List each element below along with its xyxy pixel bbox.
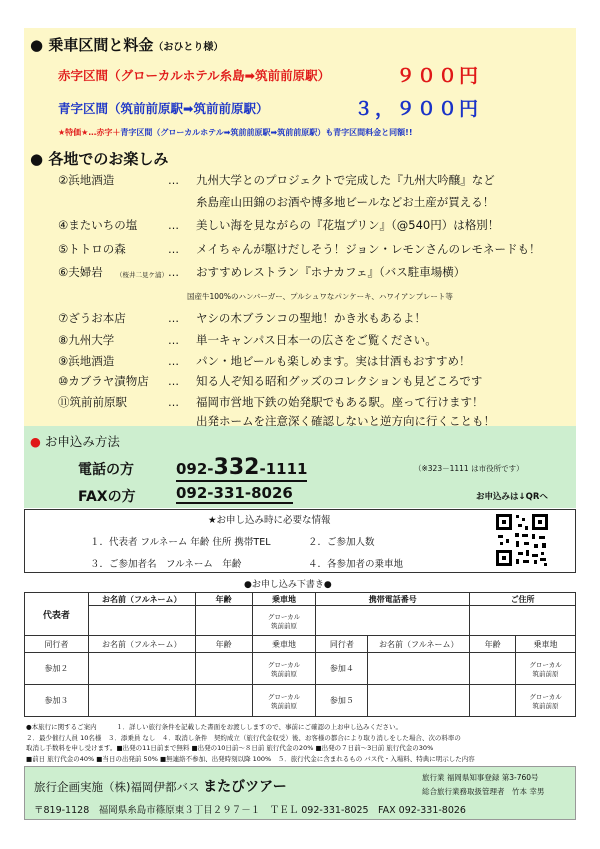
- special-note: ★特価★…赤字＋青字区間（グローカルホテル➡筑前前原駅➡筑前前原駅）も青字区間料金と同額!!: [58, 128, 413, 137]
- companion-stop-h: 乗車地: [252, 636, 316, 653]
- p2-stop: グローカル 筑前前原: [252, 653, 316, 685]
- fax-number[interactable]: 092-331-8026: [176, 484, 293, 502]
- p5-stop: グローカル 筑前前原: [516, 685, 576, 717]
- info-title: ★お申し込み時に必要な情報: [208, 515, 331, 526]
- spot-row: [58, 373, 482, 389]
- spot-desc: ヤシの木ブランコの聖地！かき氷もあるよ！: [196, 311, 426, 325]
- rep-addr-cell[interactable]: [470, 606, 576, 636]
- spot-desc: 九州大学とのプロジェクトで完成した『九州大吟醸』など: [196, 173, 495, 187]
- footer-address: 〒819-1128 福岡県糸島市篠原東３丁目２９７－１ ＴＥＬ 092-331-8025 FAX 092-331-8026: [34, 805, 466, 816]
- spot-dots: …: [168, 334, 179, 347]
- spot-desc: 糸島産山田錦のお酒や博多地ビールなどお土産が買える！: [196, 195, 495, 209]
- spot-name: ⑦ざうお本店: [58, 311, 126, 325]
- meoto-sub: （桜井二見ケ浦）: [116, 271, 168, 279]
- spot-dots: …: [168, 219, 179, 232]
- spot-name: ⑨浜地酒造: [58, 354, 115, 368]
- red-route: 赤字区間（グローカルホテル糸島➡筑前前原駅）: [58, 68, 331, 83]
- terms-4: ■前日 旅行代金の40% ■当日の出発前 50% ■無連絡不参加、出発時刻以降 100% ５．旅行代金に含まれるもの バス代・入場料、特典に明示した内容: [26, 754, 475, 763]
- spot-dots: …: [168, 243, 179, 256]
- footer-reg2: 総合旅行業務取扱管理者 竹本 幸男: [422, 787, 545, 796]
- terms-3: 取消し手数料を申し受けます。■出発の11日前まで無料 ■出発の10日前～８日前 旅行代金の20% ■出発の７日前～3日前 旅行代金の30%: [26, 744, 434, 752]
- p4-label: 参加４: [316, 653, 368, 685]
- spot-desc: パン・地ビールも楽しめます。実は甘酒もおすすめ！: [196, 354, 471, 368]
- companion-label-2: 同行者: [316, 636, 368, 653]
- terms: [26, 722, 576, 764]
- h-name: お名前（フルネーム）: [88, 593, 195, 606]
- h-stop: 乗車地: [252, 593, 316, 606]
- companion-name-h: お名前（フルネーム）: [88, 636, 195, 653]
- red-price: ９００円: [396, 65, 481, 87]
- spot-dots: …: [168, 375, 179, 388]
- rep-age-cell[interactable]: [195, 606, 252, 636]
- spot-name: ⑩カブラヤ漬物店: [58, 374, 149, 388]
- application-form: [24, 592, 576, 717]
- p5-name[interactable]: [368, 685, 470, 717]
- terms-2: ２．最少催行人員 10名様 ３．添乗員 なし ４．取消し条件 契約成立（旅行代金収受）後、お客様の都合により取り消しをした場合、次の料率の: [26, 733, 461, 742]
- footer-reg1: 旅行業 福岡県知事登録 第3-760号: [422, 773, 539, 782]
- p2-label: 参加２: [25, 653, 89, 685]
- honacafe-sub: 国産牛100%のハンバーガー、プルシュワなパンケーキ、ハワイアンプレート等: [187, 292, 453, 301]
- fare-heading: ● 乗車区間と料金（おひとり様）: [30, 36, 224, 54]
- fax-label: FAXの方: [78, 489, 136, 505]
- spots-heading: ● 各地でのお楽しみ: [30, 150, 169, 168]
- h-tel: 携帯電話番号: [316, 593, 470, 606]
- rep-label: 代表者: [25, 593, 89, 636]
- spot-name: ②浜地酒造: [58, 173, 115, 187]
- h-addr: ご住所: [470, 593, 576, 606]
- spot-dots: …: [168, 396, 179, 409]
- rep-tel-cell[interactable]: [316, 606, 470, 636]
- spot-desc: 知る人ぞ知る昭和グッズのコレクションも見どころです: [196, 374, 483, 388]
- p3-name[interactable]: [88, 685, 195, 717]
- spot-dots: …: [168, 355, 179, 368]
- blue-route: 青字区間（筑前前原駅➡筑前前原駅）: [58, 101, 269, 116]
- spot-desc: メイちゃんが駆けだしそう！ジョン・レモンさんのレモネードも！: [196, 242, 541, 256]
- p4-age[interactable]: [470, 653, 516, 685]
- spot-row: [58, 217, 499, 233]
- spot-row: [58, 413, 495, 429]
- spot-dots: …: [168, 312, 179, 325]
- spot-name: ⑧九州大学: [58, 333, 115, 347]
- spot-row: [58, 394, 484, 410]
- qr-code-icon[interactable]: [494, 512, 550, 568]
- spot-name: ⑥夫婦岩: [58, 265, 103, 279]
- qr-note: お申込みは↓QRへ: [476, 492, 548, 502]
- form-title: ●お申し込み下書き●: [244, 580, 332, 590]
- p2-name[interactable]: [88, 653, 195, 685]
- rep-name-cell[interactable]: [88, 606, 195, 636]
- h-age: 年齢: [195, 593, 252, 606]
- spot-row: [58, 332, 437, 348]
- rep-stop-cell: グローカル 筑前前原: [252, 606, 316, 636]
- blue-price: ３，９００円: [354, 98, 481, 120]
- spot-name: ④またいちの塩: [58, 218, 138, 232]
- spot-desc: 出発ホームを注意深く確認しないと逆方向に行くことも！: [196, 414, 495, 428]
- tel-note: （※323－1111 は市役所です）: [414, 464, 524, 473]
- p5-label: 参加５: [316, 685, 368, 717]
- spot-name: ⑤トトロの森: [58, 242, 126, 256]
- companion-stop-h-2: 乗車地: [516, 636, 576, 653]
- footer-brand: またびツアー: [203, 779, 287, 795]
- p3-stop: グローカル 筑前前原: [252, 685, 316, 717]
- spot-desc: おすすめレストラン『ホナカフェ』（バス駐車場横）: [196, 265, 466, 279]
- spot-row: [58, 353, 471, 369]
- companion-age-h: 年齢: [195, 636, 252, 653]
- p5-age[interactable]: [470, 685, 516, 717]
- spot-dots: …: [168, 174, 179, 187]
- spot-row: [58, 172, 495, 188]
- spot-desc: 美しい海を見ながらの『花塩プリン』（@540円）は格別！: [196, 218, 500, 232]
- tel-label: 電話の方: [78, 462, 134, 478]
- companion-age-h-2: 年齢: [470, 636, 516, 653]
- p4-name[interactable]: [368, 653, 470, 685]
- info-l2a: ３．ご参加者名 フルネーム 年齢: [90, 559, 242, 570]
- spot-dots: …: [168, 266, 179, 279]
- p2-age[interactable]: [195, 653, 252, 685]
- tel-number[interactable]: 092-332-1111: [176, 455, 308, 480]
- terms-1: ●本旅行に関するご案内 １．詳しい旅行条件を記載した書面をお渡ししますので、事前にご確認の上お申し込みください。: [26, 723, 403, 731]
- spot-row: [58, 310, 426, 326]
- companion-label: 同行者: [25, 636, 89, 653]
- spot-desc: 単一キャンパス日本一の広さをご覧ください。: [196, 333, 437, 347]
- info-l1b: ２．ご参加人数: [308, 537, 375, 548]
- spot-row: [58, 241, 541, 257]
- p4-stop: グローカル 筑前前原: [516, 653, 576, 685]
- spot-name: ⑪筑前前原駅: [58, 395, 127, 409]
- info-l1a: １．代表者 フルネーム 年齢 住所 携帯TEL: [90, 537, 271, 548]
- spot-desc: 福岡市営地下鉄の始発駅でもある駅。座って行けます！: [196, 395, 484, 409]
- apply-heading: ● お申込み方法: [30, 434, 120, 449]
- p3-label: 参加３: [25, 685, 89, 717]
- spot-row: [58, 194, 494, 210]
- footer-org: 旅行企画実施（株)福岡伊都バス またびツアー: [34, 779, 287, 795]
- p3-age[interactable]: [195, 685, 252, 717]
- info-l2b: ４．各参加者の乗車地: [308, 559, 404, 570]
- companion-name-h-2: お名前（フルネーム）: [368, 636, 470, 653]
